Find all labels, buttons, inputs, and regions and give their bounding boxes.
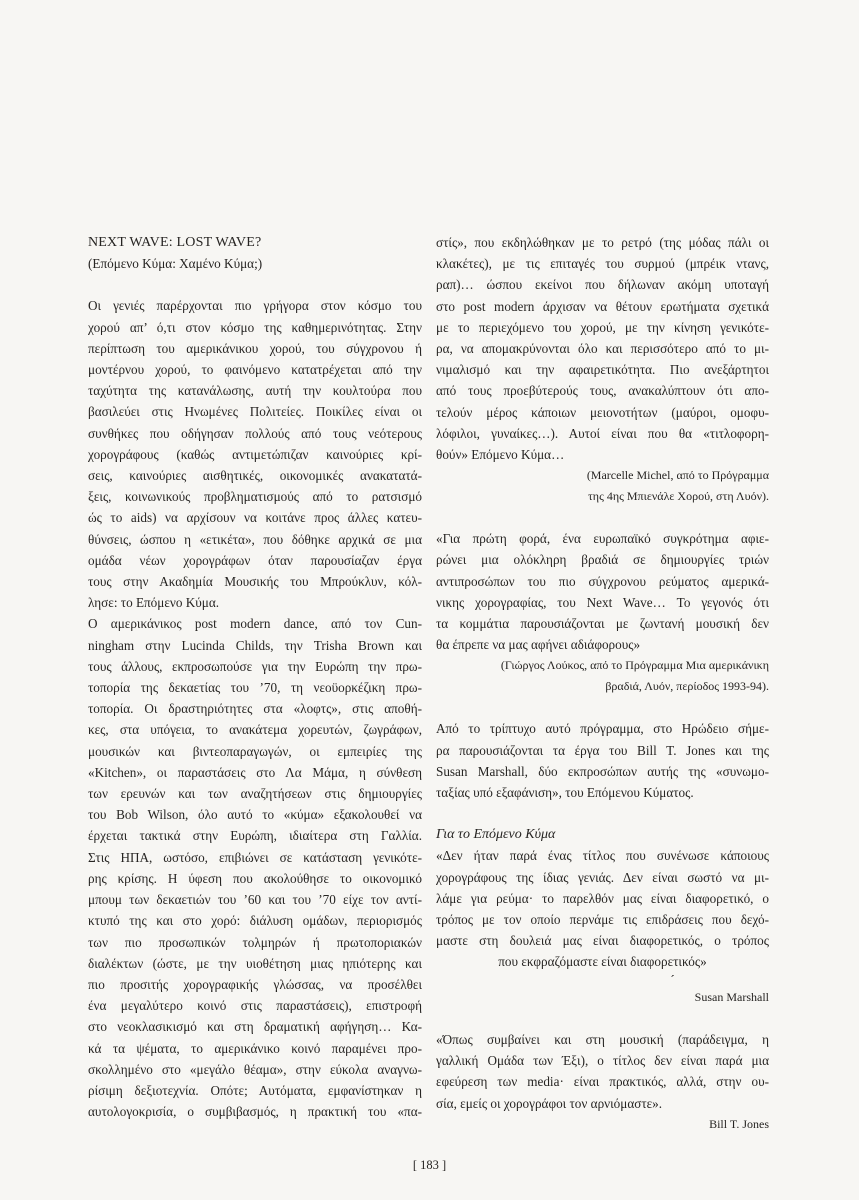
- text-line: «Kitchen», οι παραστάσεις στο Λα Μάμα, η σύνθεση: [88, 764, 422, 780]
- spacer: [436, 803, 769, 824]
- text-line: τα κομμάτια παρουσιάζονται με ζωντανή μουσική δεν: [436, 616, 769, 632]
- text-line: λάμε για ρεύμα· το παρελθόν μας είναι διαφορετικό, ο: [436, 890, 769, 906]
- text-line: περίπτωση του αμερικάνικου χορού, του σύγχρονου ή: [88, 340, 422, 356]
- intro-paragraph: [88, 295, 422, 613]
- text-line: θα έπρεπε να μας αφήνει αδιάφορους»: [436, 637, 641, 653]
- text-line: χορογράφους της ίδιας γενιάς. Δεν είναι σωστό να μι-: [436, 869, 769, 885]
- spacer: [436, 697, 769, 718]
- text-line: χορού απ’ ό,τι στον κόσμο της καθημερινότητας. Στην: [88, 319, 422, 335]
- right-column: [436, 232, 769, 1135]
- text-line: από τους προεβύτερούς τους, ανακαλύπτουν ότι απο-: [436, 383, 769, 399]
- text-line: νιμαλισμό και την αφαιρετικότητα. Πιο ανεξάρτητοι: [436, 362, 769, 378]
- text-line: γαλλική Ομάδα των Έξι), ο τίτλος δεν είναι παρά μια: [436, 1053, 769, 1069]
- text-line: διαλέκτων (ώστε, με την υιοθέτηση μιας ηπιότερης και: [88, 955, 422, 971]
- text-line: τοπορία της δεκαετίας του ’70, τη νεοϋορκέζικη πρω-: [88, 680, 422, 696]
- accent-mark: ´: [670, 971, 675, 987]
- text-line: πιο προσιτής χορογραφικής γλώσσας, να προσέλθει: [88, 976, 422, 992]
- text-line: έρχεται τακτικά στην Ευρώπη, ιδιαίτερα στη Γαλλία.: [88, 828, 422, 844]
- text-line: «Για πρώτη φορά, ένα ευρωπαϊκό συγκρότημα αφιε-: [436, 531, 769, 547]
- text-line: ραπ)… ώσπου εκείνοι που δήλωναν ακόμη υποταγή: [436, 277, 769, 293]
- body-paragraph: [88, 613, 422, 1122]
- source-credit: (Γιώργος Λούκος, από το Πρόγραμμα Μια αμερικάνικη: [500, 658, 769, 673]
- text-line: μπουμ των δεκαετιών του ’60 και του ’70 είχε τον αντί-: [88, 892, 422, 908]
- text-line: που εκφραζόμαστε είναι διαφορετικός»: [498, 954, 707, 970]
- spacer: [436, 1008, 769, 1029]
- text-line: ξεις, κοινωνικούς προβληματισμούς από το ρατσισμό: [88, 489, 422, 505]
- text-line: Susan Marshall, δύο εκπροσώπων αυτής της «συνωμο-: [436, 763, 769, 779]
- text-line: με το περιεχόμενο του χορού, με την κίνηση γενικότε-: [436, 319, 769, 335]
- quote-block: [436, 845, 769, 972]
- source-credit: βραδιά, Λυόν, περίοδος 1993-94).: [605, 679, 769, 694]
- text-line: στο νεοκλασικισμό και στη δραματική αφήγηση… Κα-: [88, 1019, 422, 1035]
- text-line: σία, εμείς οι χορογράφοι τον αρνιόμαστε».: [436, 1095, 663, 1111]
- text-line: κες, στα υπόγεια, το ανακάτεμα χορευτών, ζωγράφων,: [88, 722, 422, 738]
- text-line: ταχύτητα της κατανάλωσης, αυτή την κουλτούρα που: [88, 383, 422, 399]
- text-line: μοντέρνου χορού, το φαινόμενο κατατρέχεται από την: [88, 362, 422, 378]
- text-line: μαστε στη δουλειά μας είναι διαφορετικός, ο τρόπος: [436, 933, 769, 949]
- text-line: Στις ΗΠΑ, ωστόσο, επιβιώνει σε κατάσταση γενικότε-: [88, 849, 422, 865]
- text-line: τελούν μέρος κάποιων μειονοτήτων (μαύροι, ομοφυ-: [436, 404, 769, 420]
- spacer: [436, 507, 769, 528]
- text-line: ένα μεγαλύτερο κοινό στις παραστάσεις), επιστροφή: [88, 998, 422, 1014]
- text-line: του Bob Wilson, όλο αυτό το «κύμα» εξακολουθεί να: [88, 807, 422, 823]
- text-line: ningham στην Lucinda Childs, την Trisha Brown και: [88, 637, 422, 653]
- text-line: σκολλημένο στο «μεγάλο θέαμα», στην εύκολα αναγνω-: [88, 1061, 422, 1077]
- signature: Bill T. Jones: [709, 1116, 769, 1131]
- text-line: κλακέτες), με τις επιταγές του συρμού (μπρέικ ντανς,: [436, 256, 769, 272]
- text-line: θούν» Επόμενο Κύμα…: [436, 447, 565, 463]
- text-line: Από το τρίπτυχο αυτό πρόγραμμα, στο Ηρώδειο σήμε-: [436, 721, 769, 737]
- section-heading: Για το Επόμενο Κύμα: [436, 827, 556, 843]
- source-credit: της 4ης Μπιενάλε Χορού, στη Λυόν).: [587, 489, 769, 504]
- article-subtitle: (Επόμενο Κύμα: Χαμένο Κύμα;): [88, 256, 263, 272]
- text-line: ώς το aids) να αρχίσουν να κοιτάνε προς άλλες κατευ-: [88, 510, 422, 526]
- text-line: ρώνει μια ολόκληρη βραδιά σε δημιουργίες τριών: [436, 552, 769, 568]
- left-column: [88, 232, 422, 1122]
- continued-paragraph: [436, 232, 769, 465]
- text-line: ρα, να απομακρύνονται όλο και περισσότερο από το μι-: [436, 341, 769, 357]
- text-line: ταξίας υπό εξαφάνιση», του Επόμενου Κύματος.: [436, 785, 694, 801]
- text-line: ρα παρουσιάζονται τα έργα του Bill T. Jones και της: [436, 742, 769, 758]
- text-line: των ερευνών και των αναζητήσεων στις δημιουργίες: [88, 786, 422, 802]
- body-paragraph: [436, 718, 769, 803]
- text-line: λόφιλοι, γυναίκες…). Αυτοί είναι που θα «τιτλοφορη-: [436, 425, 769, 441]
- text-line: των πιο προσωπικών τολμηρών ή πρωτοποριακών: [88, 934, 422, 950]
- text-line: χορογράφους (καθώς αντιμετώπιζαν καινούριες κρί-: [88, 446, 422, 462]
- text-line: στο post modern άρχισαν να θέτουν ερωτήματα σχετικά: [436, 298, 769, 314]
- text-line: κτυπό της και στο χορό: διάλυση ομάδων, περιορισμός: [88, 913, 422, 929]
- text-line: τοπορία. Οι δραστηριότητες στα «λοφτς», στις αποθή-: [88, 701, 422, 717]
- text-line: τους άλλους, εκπροσωπούσε για την Ευρώπη την πρω-: [88, 658, 422, 674]
- text-line: σεις, καινούριες αισθητικές, οικονομικές ανακατατά-: [88, 468, 422, 484]
- text-line: εφεύρεση των media· είναι πρακτικός, αλλά, στην ου-: [436, 1074, 769, 1090]
- signature: Susan Marshall: [694, 989, 769, 1004]
- text-line: «Δεν ήταν παρά ένας τίτλος που συνένωσε κάποιους: [436, 848, 769, 864]
- text-line: ρίσιμη δεξιοτεχνία. Οπότε; Αυτόματα, εμφανίστηκαν η: [88, 1082, 422, 1098]
- text-line: αυτολογοκρισία, ο συμβιβασμός, η πρακτική του «πα-: [88, 1104, 422, 1120]
- page-number: [ 183 ]: [412, 1158, 447, 1172]
- text-line: Ο αμερικάνικος post modern dance, από τον Cun-: [88, 616, 422, 632]
- text-line: τους στην Ακαδημία Μουσικής του Μπρούκλυν, κόλ-: [88, 574, 422, 590]
- text-line: στίς», που εκδηλώθηκαν με το ρετρό (της μόδας πάλι οι: [436, 235, 769, 250]
- quote-block: [436, 1029, 769, 1114]
- source-credit: (Marcelle Michel, από το Πρόγραμμα: [586, 468, 769, 483]
- text-line: βασιλεύει στις Ηνωμένες Πολιτείες. Ποικίλες είναι οι: [88, 404, 422, 420]
- text-line: θύνσεις, ώσπου η «ετικέτα», που δόθηκε αρχικά σε μια: [88, 531, 422, 547]
- text-line: μουσικών και βιντεοπαραγωγών, οι εμπειρίες της: [88, 743, 422, 759]
- text-line: «Όπως συμβαίνει και στη μουσική (παράδειγμα, η: [436, 1031, 769, 1047]
- text-line: συνθήκες που οδήγησαν πολλούς από τους νεότερους: [88, 425, 422, 441]
- text-line: Οι γενιές παρέρχονται πιο γρήγορα στον κόσμο του: [88, 298, 422, 314]
- article-title: NEXT WAVE: LOST WAVE?: [88, 235, 262, 250]
- text-line: ομάδα νέων χορογράφων όταν παρουσίαζαν έργα: [88, 552, 422, 568]
- text-line: ρης κρίσης. Η ύφεση που ακολούθησε το οικονομικό: [88, 870, 422, 886]
- text-line: νικης χορογραφίας, του Next Wave… Το γεγονός ότι: [436, 594, 769, 610]
- text-line: κά τα ψέματα, το αμερικάνικο κοινό παραμένει προ-: [88, 1040, 422, 1056]
- text-line: αντιπροσώπων του πιο σύγχρονου ρεύματος αμερικά-: [436, 573, 769, 589]
- quote-block: [436, 528, 769, 655]
- text-line: τρόπος με τον οποίο περνάμε τις επιδράσεις που δεχό-: [436, 912, 769, 928]
- text-line: λησε: το Επόμενο Κύμα.: [88, 595, 220, 611]
